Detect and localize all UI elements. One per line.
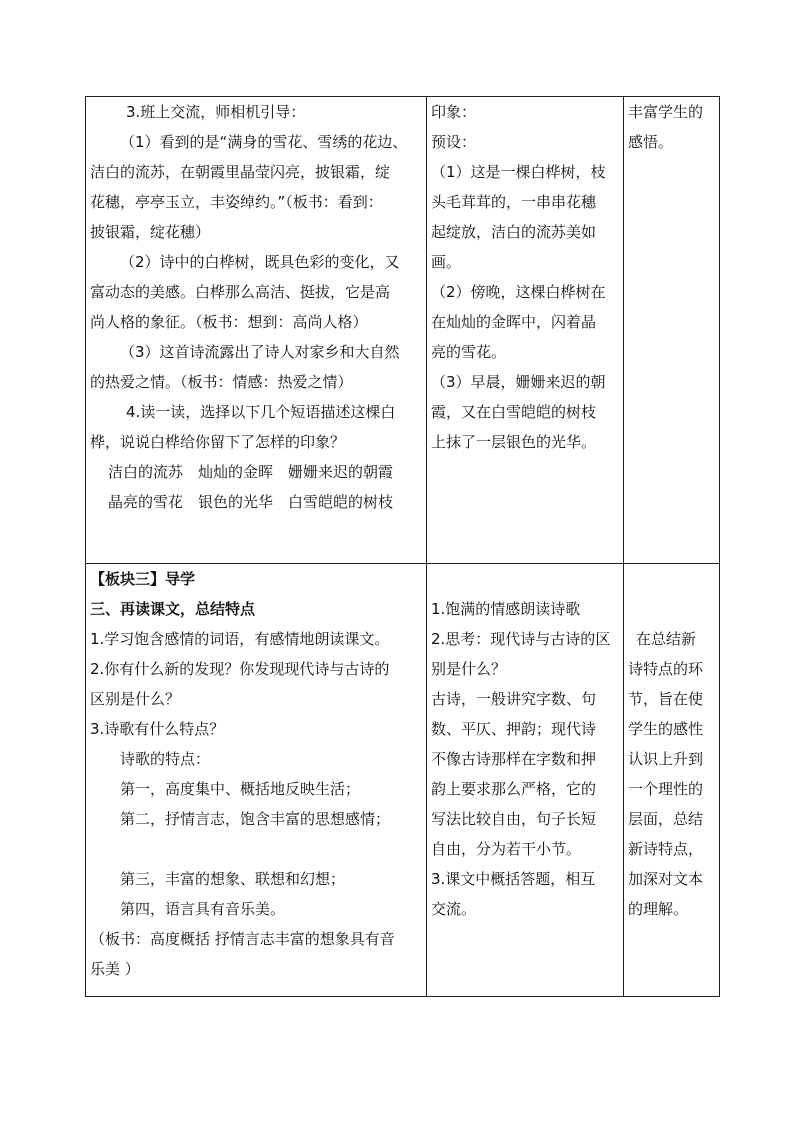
text-line: 第二，抒情言志，饱含丰富的思想感情； (120, 810, 391, 828)
text-line: 加深对文本 (628, 870, 704, 888)
text-line: 诗歌的特点： (120, 750, 211, 768)
text-line: 别是什么？ (431, 660, 507, 678)
text-line: 的理解。 (628, 900, 689, 918)
section-heading: 三、再读课文，总结特点 (90, 600, 256, 618)
text-line: 花穗，亭亭玉立，丰姿绰约。”（板书：看到： (90, 193, 383, 211)
text-line: 起绽放，洁白的流苏美如 (431, 223, 597, 241)
text-line: （1）看到的是“满身的雪花、雪绣的花边、 (120, 133, 408, 151)
text-line: （板书：高度概括 抒情言志丰富的想象具有音 (90, 930, 395, 948)
table-row (86, 564, 720, 997)
design-intent-cell (624, 564, 720, 997)
text-line: （3）这首诗流露出了诗人对家乡和大自然 (120, 343, 400, 361)
text-line: 印象： (431, 103, 477, 121)
text-line: 披银霜，绽花穗） (90, 223, 211, 241)
text-line: 认识上升到 (628, 750, 704, 768)
text-line: （1）这是一棵白桦树，枝 (431, 163, 606, 181)
teacher-activity-cell (86, 564, 427, 997)
text-line: 韵上要求那么严格，它的 (431, 780, 597, 798)
spacer (90, 834, 422, 864)
text-line: 第三，丰富的想象、联想和幻想； (120, 870, 346, 888)
text-line: 第一，高度集中、概括地反映生活； (120, 780, 361, 798)
text-line: 新诗特点， (628, 840, 704, 858)
text-line: （2）诗中的白桦树，既具色彩的变化，又 (120, 253, 400, 271)
lesson-plan-table (85, 96, 720, 997)
text-line: 1.学习饱含感情的词语，有感情地朗读课文。 (90, 630, 390, 648)
text-line: 上抹了一层银色的光华。 (431, 433, 597, 451)
text-line: 学生的感性 (628, 720, 704, 738)
text-line: 第四，语言具有音乐美。 (120, 900, 286, 918)
text-line: 富动态的美感。白桦那么高洁、挺拔，它是高 (90, 283, 391, 301)
text-line: 2.思考：现代诗与古诗的区 (431, 630, 611, 648)
text-line: 霞，又在白雪皑皑的树枝 (431, 403, 597, 421)
text-line: 2.你有什么新的发现？你发现现代诗与古诗的 (90, 660, 390, 678)
text-line: 层面，总结 (628, 810, 704, 828)
design-intent-cell (624, 97, 720, 564)
text-line: 诗特点的环 (628, 660, 704, 678)
text-line: 古诗，一般讲究字数、句 (431, 690, 597, 708)
text-line: 感悟。 (628, 133, 674, 151)
student-activity-cell (427, 97, 624, 564)
text-line: （3）早晨，姗姗来迟的朝 (431, 373, 606, 391)
text-line: 自由，分为若干小节。 (431, 840, 582, 858)
text-line: （2）傍晚，这棵白桦树在 (431, 283, 606, 301)
phrase-list-line: 洁白的流苏 灿灿的金晖 姗姗来迟的朝霞 (108, 463, 394, 481)
text-line: 3.诗歌有什么特点？ (90, 720, 225, 738)
text-line: 洁白的流苏，在朝霞里晶莹闪亮，披银霜，绽 (90, 163, 391, 181)
text-line: 在总结新 (636, 630, 697, 648)
text-line: 丰富学生的 (628, 103, 704, 121)
spacer (431, 564, 619, 594)
text-line: 区别是什么？ (90, 690, 181, 708)
text-line: 写法比较自由，句子长短 (431, 810, 597, 828)
text-line: 桦，说说白桦给你留下了怎样的印象？ (90, 433, 346, 451)
text-line: 乐美 ） (90, 960, 140, 978)
text-line: 4.读一读，选择以下几个短语描述这棵白 (126, 403, 396, 421)
text-line: 节，旨在使 (628, 690, 704, 708)
student-activity-cell (427, 564, 624, 997)
teacher-activity-cell (86, 97, 427, 564)
table-row (86, 97, 720, 564)
text-line: 1.饱满的情感朗读诗歌 (431, 600, 581, 618)
text-line: 不像古诗那样在字数和押 (431, 750, 597, 768)
spacer (628, 564, 715, 594)
text-line: 画。 (431, 253, 462, 271)
text-line: 在灿灿的金晖中，闪着晶 (431, 313, 597, 331)
block-title: 【板块三】导学 (90, 570, 196, 588)
text-line: 数、平仄、押韵；现代诗 (431, 720, 597, 738)
spacer (628, 594, 715, 624)
text-line: 的热爱之情。（板书：情感：热爱之情） (90, 373, 353, 391)
text-line: 亮的雪花。 (431, 343, 507, 361)
text-line: 头毛茸茸的，一串串花穗 (431, 193, 597, 211)
text-line: 一个理性的 (628, 780, 704, 798)
text-line: 交流。 (431, 900, 477, 918)
text-line: 3.班上交流，师相机引导： (126, 103, 306, 121)
text-line: 预设： (431, 133, 477, 151)
phrase-list-line: 晶亮的雪花 银色的光华 白雪皑皑的树枝 (108, 493, 394, 511)
text-line: 尚人格的象征。（板书：想到：高尚人格） (90, 313, 368, 331)
text-line: 3.课文中概括答题，相互 (431, 870, 596, 888)
